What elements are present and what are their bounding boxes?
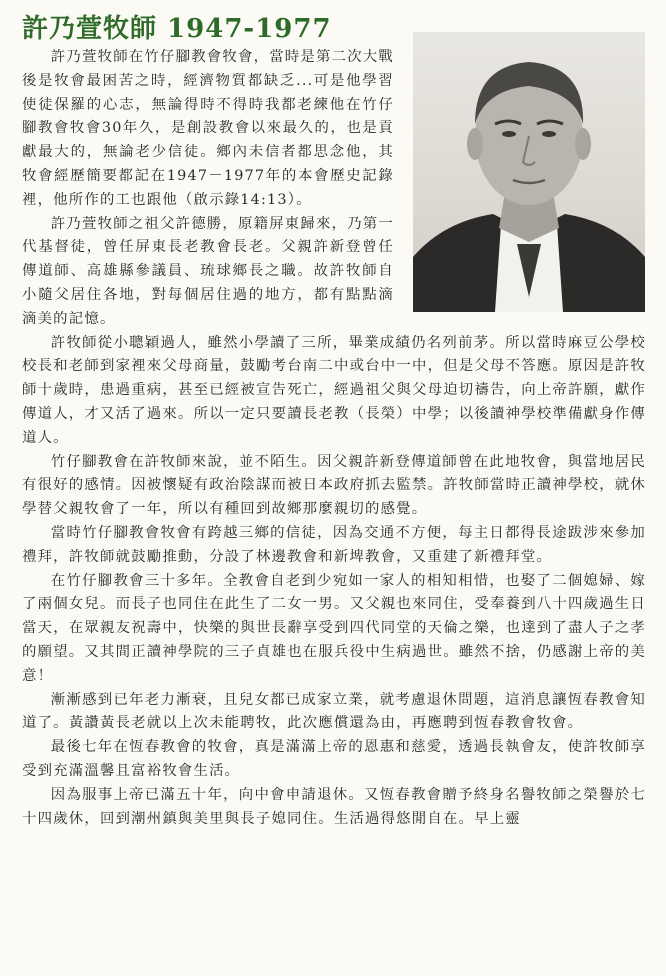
paragraph-3: 許牧師從小聰穎過人，雖然小學讀了三所，畢業成績仍名列前茅。所以當時麻豆公學校校長和老師到家裡來父母商量，鼓勵考台南二中或台中一中，但是父母不答應。原因是許牧師十歲時，患過重病，甚至已經被宣告死亡，經過祖父與父母迫切禱告，向上帝許願，獻作傳道人，才又活了過來。所以一定只要讀長老教（長榮）中學；以後讀神學校準備獻身作傳道人。 [22,334,646,446]
paragraph-2: 許乃萱牧師之祖父許德勝，原籍屏東歸來，乃第一代基督徒，曾任屏東長老教會長老。父親許新登曾任傳道師、高雄縣參議員、琉球鄉長之職。故許牧師自小隨父居住各地，對每個居住過的地方，都有點點滴滴美的記憶。 [22,215,394,327]
paragraph-6: 在竹仔腳教會三十多年。全教會自老到少宛如一家人的相知相惜，也娶了二個媳婦、嫁了兩個女兒。而長子也同住在此生了二女一男。又父親也來同住，受奉養到八十四歲過生日當天，在眾親友祝壽中，快樂的與世長辭享受到四代同堂的天倫之樂，也達到了盡人子之孝的願望。又其間正讀神學院的三子貞雄也在服兵役中生病過世。雖然不捨，仍感謝上帝的美意！ [22,572,646,684]
paragraph-1: 許乃萱牧師在竹仔腳教會牧會，當時是第二次大戰後是牧會最困苦之時，經濟物質都缺乏...可是他學習使徒保羅的心志，無論得時不得時我都老練他在竹仔腳教會牧會30年久，是創設教會以來最久的，也是貢獻最大的，無論老少信徒。鄉內未信者都思念他，其牧會經歷簡要都記在1947－1977年的本會歷史記錄裡，他所作的工也跟他（啟示錄14:13）。 [22,49,394,208]
paragraph-5: 當時竹仔腳教會牧會有跨越三鄉的信徒，因為交通不方便，每主日都得長途跋涉來參加禮拜，許牧師就鼓勵推動，分設了林邊教會和新埤教會，又重建了新禮拜堂。 [22,524,646,565]
paragraph-4: 竹仔腳教會在許牧師來說，並不陌生。因父親許新登傳道師曾在此地牧會，與當地居民有很好的感情。因被懷疑有政治陰謀而被日本政府抓去監禁。許牧師當時正讀神學校，就休學替父親牧會了一年，所以有種回到故鄉那麼親切的感覺。 [22,453,646,518]
paragraph-9: 因為服事上帝已滿五十年，向中會申請退休。又恆春教會贈予終身名譽牧師之榮譽於七十四歲休，回到潮州鎮與美里與長子媳同住。生活過得悠閒自在。早上靈 [22,786,646,827]
article-body [22,46,646,831]
paragraph-8: 最後七年在恆春教會的牧會，真是滿滿上帝的恩惠和慈愛，透過長執會友，使許牧師享受到充滿溫馨且富裕牧會生活。 [22,739,646,779]
page-title: 許乃萱牧師 1947-1977 [22,14,332,44]
paragraph-7: 漸漸感到已年老力漸衰，且兒女都已成家立業，就考慮退休問題，這消息讓恆春教會知道了。黃讚黃長老就以上次未能聘牧，此次應償還為由，再應聘到恆春教會牧會。 [22,691,646,732]
